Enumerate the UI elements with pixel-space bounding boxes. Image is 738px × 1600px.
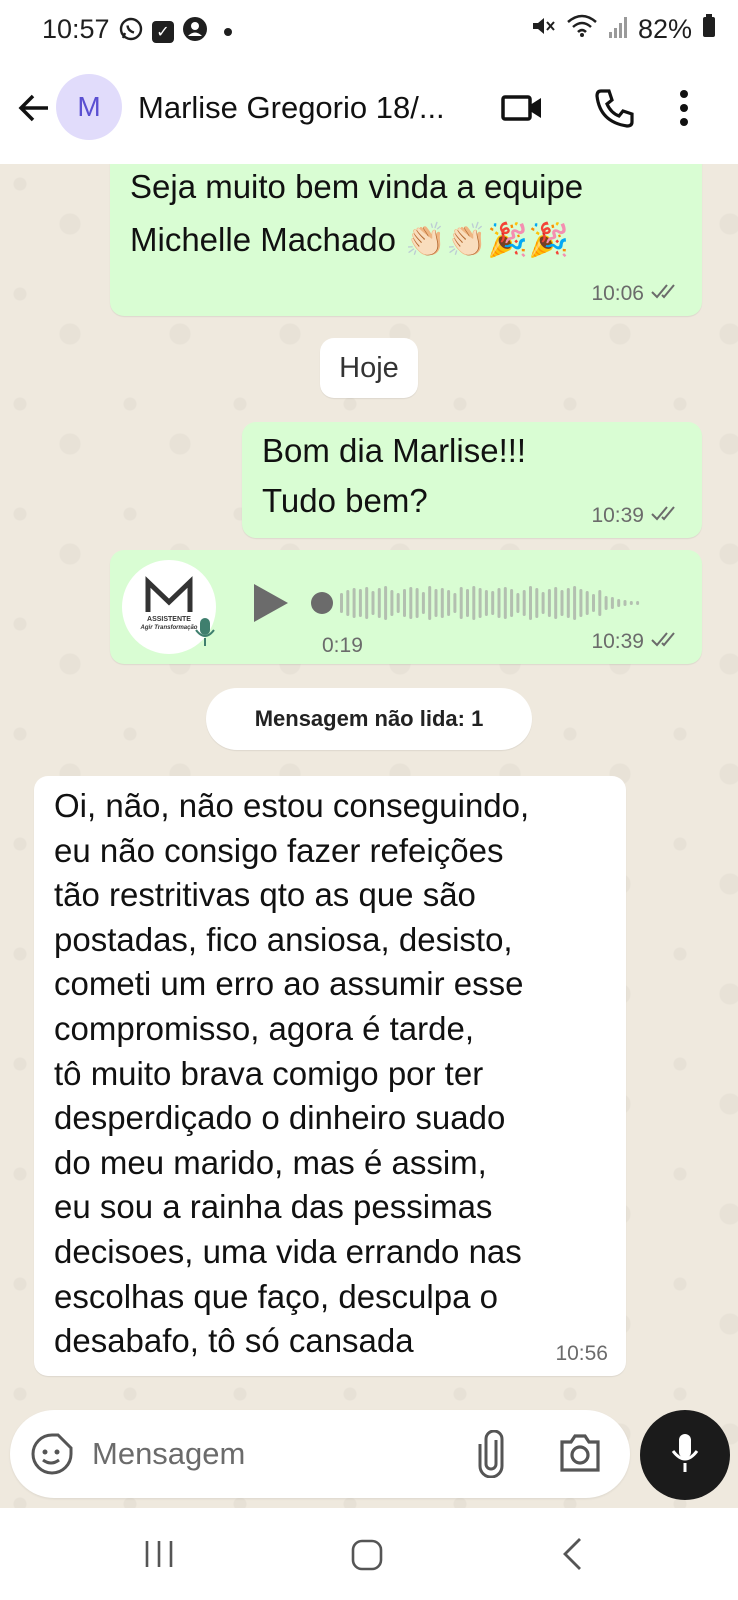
- waveform-bar: [365, 587, 368, 619]
- unread-divider-label: Mensagem não lida: 1: [254, 706, 484, 731]
- checkbox-icon: ✓: [152, 21, 174, 43]
- phone-icon[interactable]: [592, 86, 636, 130]
- waveform-bar: [409, 587, 412, 619]
- waveform-bar: [586, 591, 589, 615]
- waveform-bar: [479, 588, 482, 618]
- message-input[interactable]: Mensagem: [92, 1436, 246, 1471]
- incoming-message[interactable]: [34, 776, 626, 1376]
- avatar-initial: M: [77, 91, 101, 122]
- logo-subcaption: Agir Transformação: [140, 625, 198, 631]
- message-input-bar[interactable]: [10, 1410, 630, 1498]
- waveform-bar: [460, 587, 463, 619]
- waveform-bar: [441, 588, 444, 618]
- status-bar: [0, 0, 738, 64]
- message-time: 10:39: [591, 504, 644, 527]
- waveform-bar: [353, 588, 356, 618]
- waveform-bar: [573, 586, 576, 620]
- waveform-bar: [390, 590, 393, 616]
- waveform-bar: [359, 589, 362, 617]
- recent-apps-icon[interactable]: [143, 1538, 175, 1575]
- waveform-bar: [529, 586, 532, 620]
- waveform-bar: [453, 593, 456, 613]
- waveform-bar: [535, 588, 538, 618]
- message-text-line: compromisso, agora é tarde,: [54, 1009, 475, 1047]
- emoji-reactions: 👏🏻👏🏻🎉🎉: [405, 221, 570, 258]
- waveform-bar: [378, 588, 381, 618]
- waveform-bar: [384, 586, 387, 620]
- voice-duration: 0:19: [322, 634, 363, 657]
- waveform-bar: [416, 588, 419, 618]
- message-time: 10:06: [591, 282, 644, 305]
- waveform-bar: [422, 592, 425, 614]
- sticker-icon[interactable]: [30, 1432, 74, 1481]
- waveform-bar: [516, 593, 519, 613]
- logo-caption: ASSISTENTE: [147, 616, 191, 623]
- date-divider-label: Hoje: [339, 351, 399, 384]
- waveform-bar: [630, 601, 633, 605]
- message-text-line: postadas, fico ansiosa, desisto,: [54, 920, 513, 958]
- chat-area[interactable]: [0, 164, 738, 1508]
- waveform-bar: [498, 588, 501, 618]
- date-divider: [320, 338, 418, 398]
- message-text-line: eu sou a rainha das pessimas: [54, 1188, 493, 1226]
- voice-waveform[interactable]: [310, 578, 670, 628]
- camera-icon[interactable]: [558, 1432, 602, 1479]
- account-icon: [182, 16, 208, 47]
- avatar[interactable]: [56, 74, 122, 140]
- waveform-bar: [372, 591, 375, 615]
- waveform-bar: [554, 587, 557, 619]
- home-icon[interactable]: [350, 1538, 384, 1577]
- message-text-line: tão restritivas qto as que são: [54, 876, 476, 914]
- message-text-line: cometi um erro ao assumir esse: [54, 965, 524, 1003]
- outgoing-message[interactable]: [242, 422, 702, 538]
- waveform-bar: [491, 591, 494, 615]
- waveform-bar: [523, 590, 526, 616]
- double-check-icon: [650, 504, 684, 528]
- message-text: Seja muito bem vinda a equipe: [130, 168, 584, 205]
- waveform-bar: [472, 586, 475, 620]
- waveform-bar: [447, 590, 450, 616]
- back-nav-icon[interactable]: [560, 1536, 584, 1577]
- waveform-bar: [435, 589, 438, 617]
- outgoing-message[interactable]: [110, 164, 702, 316]
- waveform-bar: [579, 589, 582, 617]
- message-text-line: escolhas que faço, desculpa o: [54, 1277, 498, 1315]
- video-call-icon[interactable]: [500, 86, 544, 130]
- waveform-bar: [403, 589, 406, 617]
- system-nav-bar: [0, 1508, 738, 1600]
- waveform-bar: [561, 590, 564, 616]
- message-time: 10:39: [591, 630, 644, 653]
- waveform-bar: [592, 594, 595, 612]
- whatsapp-icon: [118, 16, 144, 47]
- signal-icon: [608, 14, 628, 45]
- voice-record-button[interactable]: [640, 1410, 730, 1500]
- unread-divider: [206, 688, 532, 750]
- mute-icon: [530, 14, 556, 45]
- message-text-line: eu não consigo fazer refeições: [54, 831, 504, 869]
- message-text-line: Oi, não, não estou conseguindo,: [54, 787, 530, 824]
- waveform-bar: [617, 599, 620, 607]
- double-check-icon: [650, 282, 684, 306]
- waveform-bar: [548, 589, 551, 617]
- waveform-bar: [485, 590, 488, 616]
- message-text: Michelle Machado: [130, 221, 396, 258]
- battery-percent: 82%: [637, 14, 692, 44]
- mic-badge-icon: [194, 616, 216, 653]
- waveform-bar: [504, 587, 507, 619]
- attach-icon[interactable]: [476, 1430, 506, 1483]
- waveform-bar: [605, 596, 608, 610]
- waveform-bar: [624, 600, 627, 606]
- waveform-bar: [510, 589, 513, 617]
- message-text-line: tô muito brava comigo por ter: [54, 1054, 484, 1092]
- voice-message[interactable]: [110, 550, 702, 664]
- waveform-bar: [567, 588, 570, 618]
- waveform-bar: [598, 590, 601, 616]
- chat-header: [0, 64, 738, 164]
- status-time: 10:57: [42, 14, 110, 44]
- contact-name[interactable]: Marlise Gregorio 18/...: [138, 90, 445, 125]
- message-time: 10:56: [555, 1342, 608, 1365]
- double-check-icon: [650, 630, 684, 654]
- mic-icon: [670, 1433, 700, 1478]
- message-text-line: decisoes, uma vida errando nas: [54, 1232, 522, 1270]
- waveform-bar: [346, 590, 349, 616]
- wifi-icon: [566, 14, 598, 45]
- waveform-bar: [466, 589, 469, 617]
- battery-icon: [702, 14, 716, 45]
- play-icon[interactable]: [252, 582, 290, 629]
- waveform-bar: [340, 593, 343, 613]
- waveform-bar: [428, 586, 431, 620]
- message-text-line: desabafo, tô só cansada: [54, 1322, 414, 1360]
- waveform-bar: [397, 593, 400, 613]
- message-text-line: desperdiçado o dinheiro suado: [54, 1099, 506, 1137]
- waveform-bar: [636, 601, 639, 605]
- message-text-line: do meu marido, mas é assim,: [54, 1143, 487, 1181]
- waveform-bar: [611, 597, 614, 609]
- message-text: Bom dia Marlise!!!: [262, 432, 527, 469]
- waveform-bar: [542, 592, 545, 614]
- message-text: Tudo bem?: [262, 482, 428, 519]
- dot-icon: [224, 28, 232, 36]
- more-vert-icon[interactable]: [672, 86, 696, 130]
- back-arrow-icon[interactable]: [14, 88, 54, 128]
